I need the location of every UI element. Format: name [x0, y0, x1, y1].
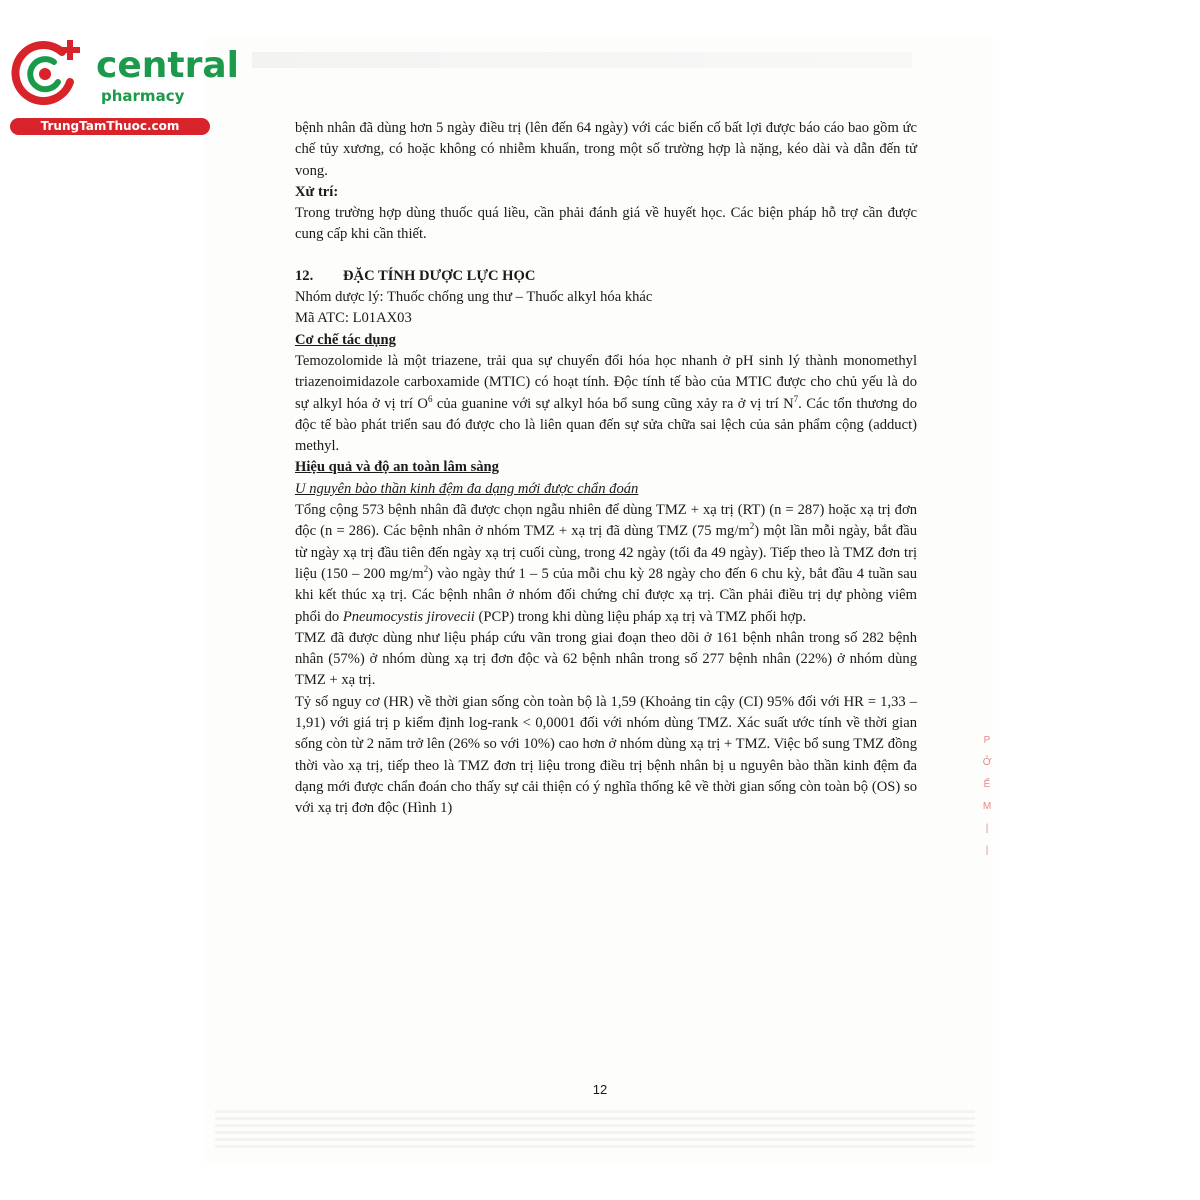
pharmacy-logo-icon [10, 38, 90, 110]
section-title: ĐẶC TÍNH DƯỢC LỰC HỌC [343, 267, 536, 284]
brand-name: central [96, 45, 239, 86]
overdose-paragraph: bệnh nhân đã dùng hơn 5 ngày điều trị (lên đến 64 ngày) với các biến cố bất lợi được báo cáo bao gồm ức chế tủy xương, có hoặc không có nhiễm khuẩn, trong một số trường hợp là nặng, kéo dài và dẫn đến tử vong. [295, 120, 917, 179]
mechanism-paragraph: Temozolomide là một triazene, trải qua sự chuyển đổi hóa học nhanh ở pH sinh lý thành monomethyl triazenoimidazole carboxamide (MTIC) có hoạt tính. Độc tính tế bào của MTIC được cho chủ yếu là do sự alkyl hóa ở vị trí $O^6$ của guanine với sự alkyl hóa bổ sung cũng xảy ra ở vị trí $N^7$. Các tổn thương do độc tế bào phát triển sau đó được cho là liên quan đến sự sửa chữa sai lệch của sản phẩm cộng (adduct) methyl. [295, 352, 917, 455]
efficacy-heading: Hiệu quả và độ an toàn lâm sàng [295, 459, 499, 476]
margin-stamp-mark: P Ở Ế M | | [982, 735, 992, 856]
glioblastoma-subheading: U nguyên bào thần kinh đệm đa dạng mới được chẩn đoán [295, 480, 639, 497]
mechanism-heading: Cơ chế tác dụng [295, 331, 396, 348]
central-pharmacy-logo[interactable] [10, 38, 239, 138]
section-heading [295, 266, 917, 287]
section-number: 12. [295, 267, 314, 284]
document-body [295, 118, 917, 820]
pharmacological-group: Nhóm dược lý: Thuốc chống ung thư – Thuốc alkyl hóa khác [295, 289, 653, 306]
management-heading: Xử trí: [295, 183, 339, 200]
faded-footer-text [215, 1110, 975, 1150]
brand-url-badge[interactable]: TrungTamThuoc.com [10, 118, 210, 135]
hazard-ratio-paragraph: Tỷ số nguy cơ (HR) về thời gian sống còn toàn bộ là 1,59 (Khoảng tin cậy (CI) 95% đối với HR = 1,33 – 1,91) với giá trị p kiểm định log-rank < 0,0001 đối với nhóm dùng TMZ. Xác suất ước tính về thời gian sống còn từ 2 năm trở lên (26% so với 10%) cao hơn ở nhóm dùng xạ trị + TMZ. Việc bổ sung TMZ đồng thời vào xạ trị, tiếp theo là TMZ đơn trị liệu trong điều trị bệnh nhân bị u nguyên bào thần kinh đệm đa dạng mới được chẩn đoán cho thấy sự cải thiện có ý nghĩa thống kê về thời gian sống còn toàn bộ (OS) so với xạ trị đơn độc (Hình 1) [295, 693, 917, 817]
trial-paragraph: Tổng cộng 573 bệnh nhân đã được chọn ngẫu nhiên để dùng TMZ + xạ trị (RT) (n = 287) hoặc xạ trị đơn độc (n = 286). Các bệnh nhân ở nhóm TMZ + xạ trị đã dùng TMZ (75 $mg/m^2$) một lần mỗi ngày, bắt đầu từ ngày xạ trị đầu tiên đến ngày xạ trị cuối cùng, trong 42 ngày (tối đa 49 ngày). Tiếp theo là TMZ đơn trị liệu (150 – 200 $mg/m^2$) vào ngày thứ 1 – 5 của mỗi chu kỳ 28 ngày cho đến 6 chu kỳ, bắt đầu 4 tuần sau khi kết thúc xạ trị. Các bệnh nhân ở nhóm đối chứng chỉ được xạ trị. Cần phải điều trị dự phòng viêm phổi do Pneumocystis jirovecii (PCP) trong khi dùng liệu pháp xạ trị và TMZ phối hợp. [295, 502, 917, 625]
management-paragraph: Trong trường hợp dùng thuốc quá liều, cần phải đánh giá về huyết học. Các biện pháp hỗ trợ cần được cung cấp khi cần thiết. [295, 205, 917, 243]
atc-code: Mã ATC: L01AX03 [295, 310, 412, 327]
faded-header-text [252, 52, 912, 68]
salvage-paragraph: TMZ đã được dùng như liệu pháp cứu vãn trong giai đoạn theo dõi ở 161 bệnh nhân trong số 282 bệnh nhân (57%) ở nhóm dùng xạ trị đơn độc và 62 bệnh nhân trong số 277 bệnh nhân (22%) ở nhóm dùng TMZ + xạ trị. [295, 629, 917, 689]
page-number: 12 [592, 1082, 608, 1097]
brand-subtitle: pharmacy [101, 87, 185, 105]
